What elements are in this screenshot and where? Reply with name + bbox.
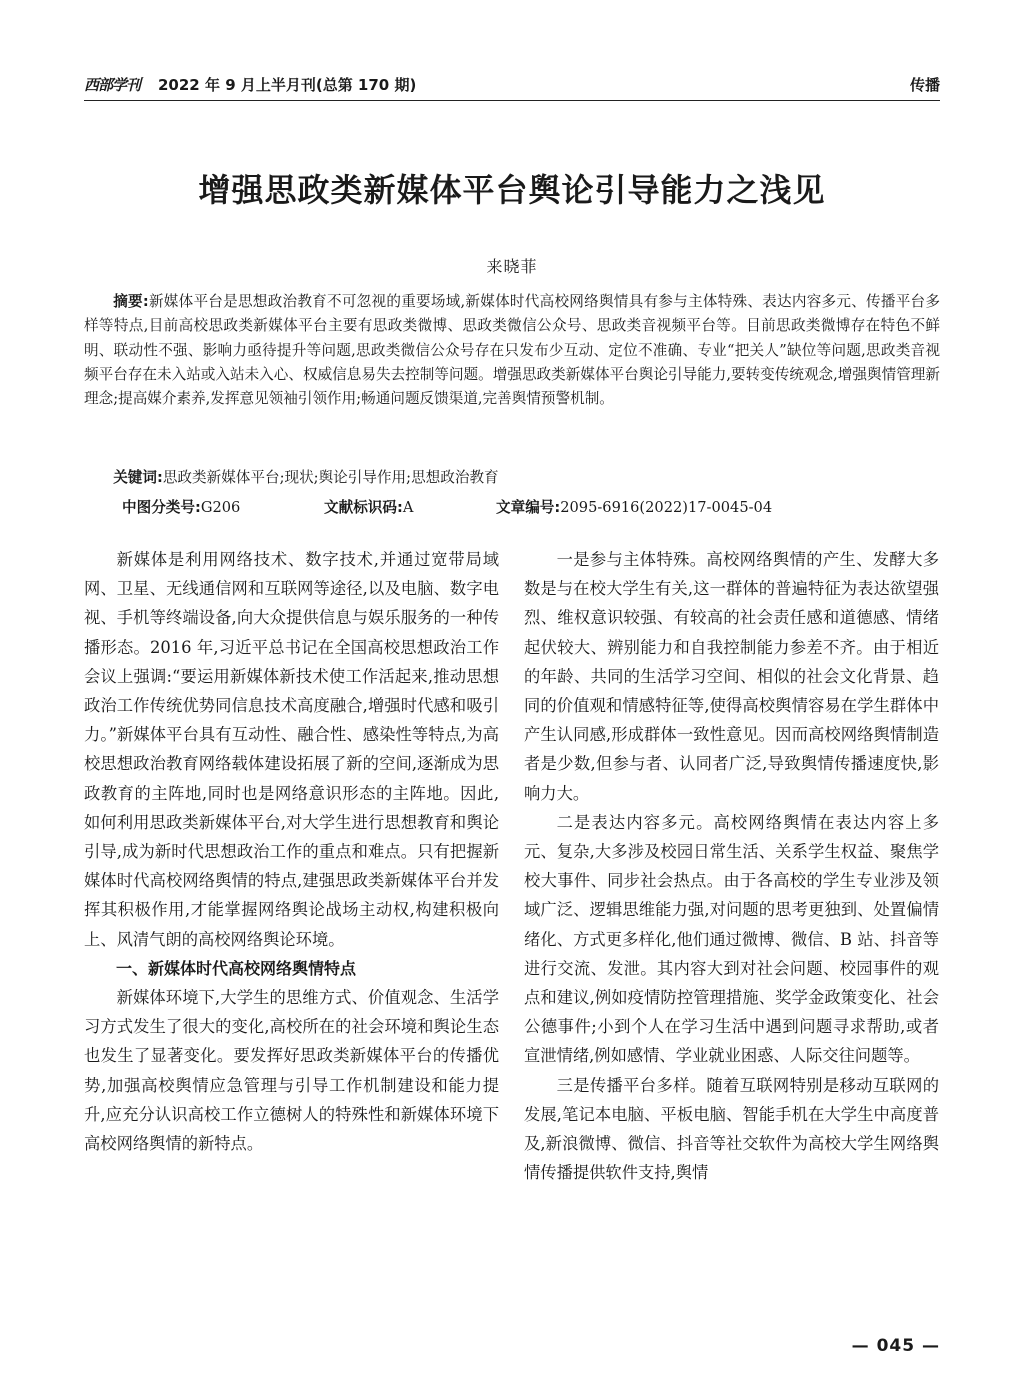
paragraph: 三是传播平台多样。随着互联网特别是移动互联网的发展,笔记本电脑、平板电脑、智能手机在大学生中高度普及,新浪微博、微信、抖音等社交软件为高校大学生网络舆情传播提供软件支持,舆情 [524, 1075, 939, 1183]
document-code: 文献标识码:A [324, 499, 414, 516]
clc-number: 中图分类号:G206 [122, 499, 241, 516]
journal-logo: 西部学刊 [84, 76, 141, 94]
journal-issue: 2022 年 9 月上半月刊(总第 170 期) [158, 76, 417, 94]
paragraph: 一是参与主体特殊。高校网络舆情的产生、发酵大多数是与在校大学生有关,这一群体的普遍特征为表达欲望强烈、维权意识较强、有较高的社会责任感和道德感、情绪起伏较大、辨别能力和自我控制能力参差不齐。由于相近的年龄、共同的生活学习空间、相似的社会文化背景、趋同的价值观和情感特征等,使得高校舆情容易在学生群体中产生认同感,形成群体一致性意见。因而高校网络舆情制造者是少数,但参与者、认同者广泛,导致舆情传播速度快,影响力大。 [524, 550, 939, 803]
section-heading: 一、新媒体时代高校网络舆情特点 [116, 958, 357, 978]
paragraph: 新媒体是利用网络技术、数字技术,并通过宽带局域网、卫星、无线通信网和互联网等途径,以及电脑、数字电视、手机等终端设备,向大众提供信息与娱乐服务的一种传播形态。2016 年,习近平总书记在全国高校思想政治工作会议上强调:“要运用新媒体新技术使工作活起来,推动思想政治工作传统优势同信息技术高度融合,增强时代感和吸引力。”新媒体平台具有互动性、融合性、感染性等特点,为高校思想政治教育网络载体建设拓展了新的空间,逐渐成为思政教育的主阵地,同时也是网络意识形态的主阵地。因此,如何利用思政类新媒体平台,对大学生进行思想教育和舆论引导,成为新时代思想政治工作的重点和难点。只有把握新媒体时代高校网络舆情的特点,建强思政类新媒体平台并发挥其积极作用,才能掌握网络舆论战场主动权,构建积极向上、风清气朗的高校网络舆论环境。 [84, 550, 499, 949]
section-name: 传播 [909, 76, 940, 94]
paragraph: 二是表达内容多元。高校网络舆情在表达内容上多元、复杂,大多涉及校园日常生活、关系学生权益、聚焦学校大事件、同步社会热点。由于各高校的学生专业涉及领域广泛、逻辑思维能力强,对问题的思考更独到、处置偏情绪化、方式更多样化,他们通过微博、微信、B 站、抖音等进行交流、发泄。其内容大到对社会问题、校园事件的观点和建议,例如疫情防控管理措施、奖学金政策变化、社会公德事件;小到个人在学习生活中遇到问题寻求帮助,或者宣泄情绪,例如感情、学业就业困惑、人际交往问题等。 [524, 812, 939, 1066]
right-column [524, 545, 939, 1187]
article-title: 增强思政类新媒体平台舆论引导能力之浅见 [198, 171, 826, 209]
keywords [84, 466, 940, 487]
paragraph: 新媒体环境下,大学生的思维方式、价值观念、生活学习方式发生了很大的变化,高校所在的社会环境和舆论生态也发生了显著变化。要发挥好思政类新媒体平台的传播优势,加强高校舆情应急管理与引导工作机制建设和能力提升,应充分认识高校工作立德树人的特殊性和新媒体环境下高校网络舆情的新特点。 [84, 988, 499, 1154]
abstract [84, 290, 940, 411]
abstract-label: 摘要: [113, 293, 149, 310]
keywords-text: 思政类新媒体平台;现状;舆论引导作用;思想政治教育 [162, 469, 499, 486]
keywords-label: 关键词: [113, 469, 163, 486]
page-number: — 045 — [851, 1336, 940, 1356]
author: 来晓菲 [486, 257, 538, 276]
abstract-text: 新媒体平台是思想政治教育不可忽视的重要场域,新媒体时代高校网络舆情具有参与主体特殊、表达内容多元、传播平台多样等特点,目前高校思政类新媒体平台主要有思政类微博、思政类微信公众号、思政类音视频平台等。目前思政类微博存在特色不鲜明、联动性不强、影响力亟待提升等问题,思政类微信公众号存在只发布少互动、定位不准确、专业“把关人”缺位等问题,思政类音视频平台存在未入站或入站未入心、权威信息易失去控制等问题。增强思政类新媒体平台舆论引导能力,要转变传统观念,增强舆情管理新理念;提高媒介素养,发挥意见领袖引领作用;畅通问题反馈渠道,完善舆情预警机制。 [84, 293, 940, 408]
classification-line [122, 496, 940, 522]
article-number: 文章编号:2095-6916(2022)17-0045-04 [496, 499, 773, 516]
running-header [84, 72, 940, 101]
left-column [84, 545, 499, 1158]
